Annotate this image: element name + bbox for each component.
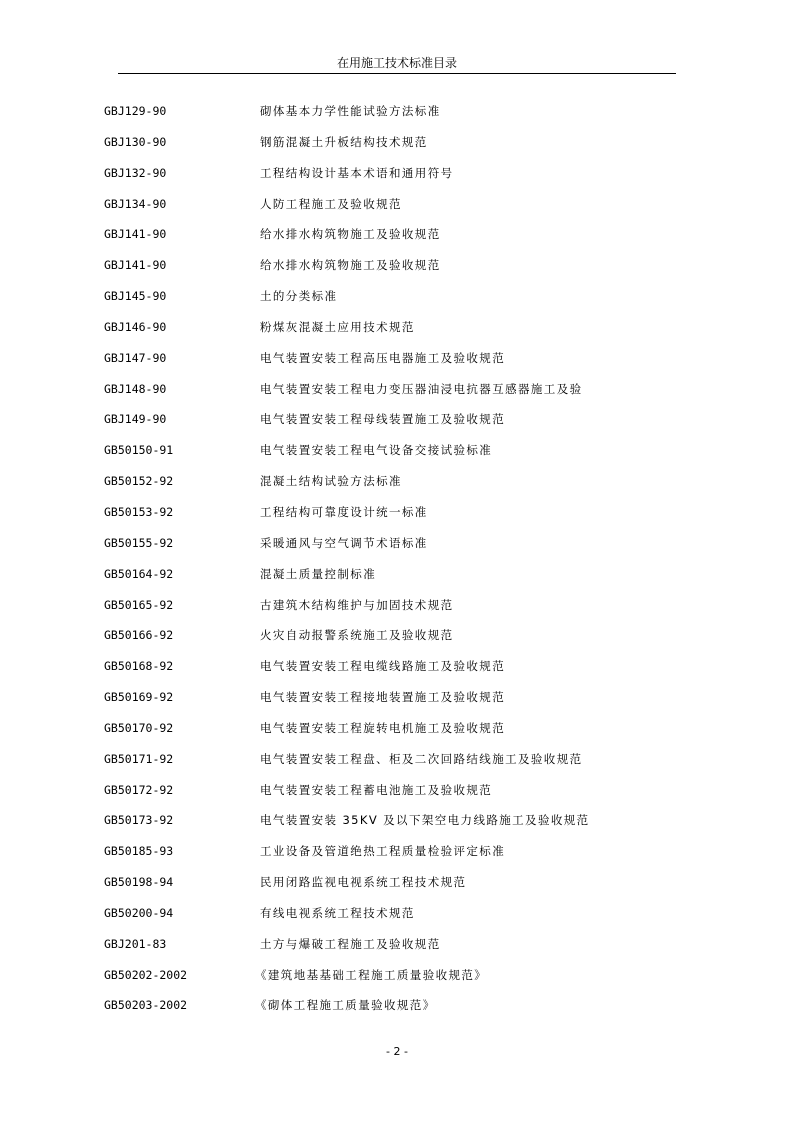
list-item (0, 196, 794, 227)
standard-code: GBJ129-90 (104, 104, 167, 118)
standard-code: GB50170-92 (104, 720, 174, 735)
list-item (0, 288, 794, 319)
standard-name: 有线电视系统工程技术规范 (260, 905, 415, 920)
standard-name: 给水排水构筑物施工及验收规范 (260, 258, 441, 273)
header-rule (118, 73, 676, 74)
list-item (0, 658, 794, 689)
standard-name: 混凝土质量控制标准 (260, 566, 377, 581)
standard-name: 工业设备及管道绝热工程质量检验评定标准 (260, 844, 506, 859)
list-item (0, 597, 794, 628)
standard-name: 电气装置安装 35KV 及以下架空电力线路施工及验收规范 (260, 813, 590, 828)
standard-name: 土方与爆破工程施工及验收规范 (260, 936, 441, 951)
list-item (0, 134, 794, 165)
list-item (0, 165, 794, 196)
standard-name: 电气装置安装工程接地装置施工及验收规范 (260, 690, 506, 705)
list-item (0, 535, 794, 566)
standard-name: 给水排水构筑物施工及验收规范 (260, 227, 441, 242)
standard-code: GB50200-94 (104, 905, 174, 920)
standard-name: 《建筑地基基础工程施工质量验收规范》 (255, 967, 488, 982)
standard-name: 工程结构设计基本术语和通用符号 (260, 165, 454, 180)
page-header-title: 在用施工技术标准目录 (336, 56, 457, 70)
standard-code: GB50152-92 (104, 474, 174, 489)
list-item (0, 381, 794, 412)
standard-code: GBJ201-83 (104, 936, 167, 951)
standard-name: 土的分类标准 (260, 289, 338, 304)
standard-name: 电气装置安装工程蓄电池施工及验收规范 (260, 782, 493, 797)
standards-list (0, 103, 794, 1028)
list-item (0, 103, 794, 134)
standard-code: GBJ148-90 (104, 381, 167, 396)
standard-name: 工程结构可靠度设计统一标准 (260, 504, 428, 519)
standard-name: 电气装置安装工程电缆线路施工及验收规范 (260, 659, 506, 674)
standard-code: GB50155-92 (104, 535, 174, 550)
list-item (0, 350, 794, 381)
list-item (0, 812, 794, 843)
standard-code: GB50168-92 (104, 659, 174, 674)
standard-name: 电气装置安装工程旋转电机施工及验收规范 (260, 720, 506, 735)
list-item (0, 720, 794, 751)
list-item (0, 997, 794, 1028)
list-item (0, 411, 794, 442)
standard-code: GB50173-92 (104, 813, 174, 828)
list-item (0, 843, 794, 874)
standard-code: GB50150-91 (104, 443, 174, 458)
standard-code: GBJ145-90 (104, 289, 167, 304)
standard-name: 采暖通风与空气调节术语标准 (260, 535, 428, 550)
standard-name: 民用闭路监视电视系统工程技术规范 (260, 875, 467, 890)
standard-code: GB50172-92 (104, 782, 174, 797)
standard-code: GB50169-92 (104, 690, 174, 705)
standard-code: GBJ130-90 (104, 134, 167, 149)
standard-code: GB50185-93 (104, 844, 174, 859)
list-item (0, 936, 794, 967)
standard-code: GBJ141-90 (104, 227, 167, 242)
list-item (0, 689, 794, 720)
standard-name: 《砌体工程施工质量验收规范》 (255, 998, 436, 1013)
standard-code: GBJ147-90 (104, 350, 167, 365)
standard-name: 砌体基本力学性能试验方法标准 (260, 104, 441, 118)
page-number: - 2 - (386, 1045, 408, 1058)
standard-code: GBJ141-90 (104, 258, 167, 273)
list-item (0, 627, 794, 658)
standard-code: GB50166-92 (104, 628, 174, 643)
list-item (0, 751, 794, 782)
list-item (0, 473, 794, 504)
standard-code: GBJ134-90 (104, 196, 167, 211)
list-item (0, 257, 794, 288)
standard-code: GB50153-92 (104, 504, 174, 519)
list-item (0, 226, 794, 257)
standard-name: 电气装置安装工程高压电器施工及验收规范 (260, 350, 506, 365)
list-item (0, 442, 794, 473)
standard-name: 粉煤灰混凝土应用技术规范 (260, 319, 415, 334)
standard-code: GB50202-2002 (104, 967, 188, 982)
standard-name: 电气装置安装工程母线装置施工及验收规范 (260, 412, 506, 427)
standard-code: GB50164-92 (104, 566, 174, 581)
standard-code: GBJ146-90 (104, 319, 167, 334)
list-item (0, 905, 794, 936)
standard-name: 电气装置安装工程盘、柜及二次回路结线施工及验收规范 (260, 751, 583, 766)
standard-name: 钢筋混凝土升板结构技术规范 (260, 134, 428, 149)
standard-name: 古建筑木结构维护与加固技术规范 (260, 597, 454, 612)
standard-name: 火灾自动报警系统施工及验收规范 (260, 628, 454, 643)
list-item (0, 319, 794, 350)
standard-name: 电气装置安装工程电气设备交接试验标准 (260, 443, 493, 458)
standard-code: GB50165-92 (104, 597, 174, 612)
list-item (0, 566, 794, 597)
standard-code: GB50203-2002 (104, 998, 188, 1013)
standard-code: GBJ132-90 (104, 165, 167, 180)
standard-name: 人防工程施工及验收规范 (260, 196, 402, 211)
standard-name: 混凝土结构试验方法标准 (260, 474, 402, 489)
list-item (0, 782, 794, 813)
standard-code: GB50198-94 (104, 875, 174, 890)
list-item (0, 504, 794, 535)
standard-code: GBJ149-90 (104, 412, 167, 427)
standard-code: GB50171-92 (104, 751, 174, 766)
list-item (0, 874, 794, 905)
list-item (0, 967, 794, 998)
standard-name: 电气装置安装工程电力变压器油浸电抗器互感器施工及验 (260, 381, 583, 396)
